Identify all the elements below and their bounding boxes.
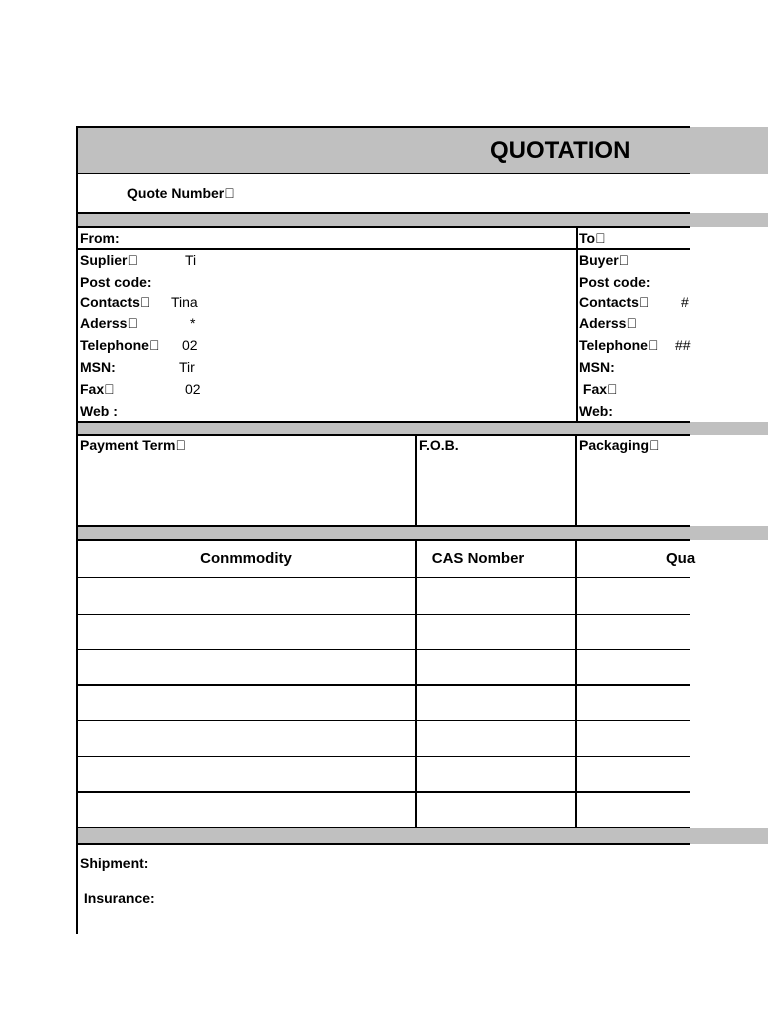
border-line xyxy=(77,126,690,128)
border-line xyxy=(77,827,690,828)
from-telephone-label: Telephone  xyxy=(80,337,160,353)
border-line xyxy=(77,173,690,174)
from-address-label: Aderss  xyxy=(80,315,138,331)
buyer-label: Buyer  xyxy=(579,252,630,268)
border-line xyxy=(77,539,690,541)
border-line xyxy=(576,226,578,423)
to-telephone-value: ## xyxy=(675,337,691,353)
from-contacts-label: Contacts  xyxy=(80,294,151,310)
cas-number-header: CAS Nomber xyxy=(431,550,525,567)
insurance-label: Insurance: xyxy=(80,890,155,906)
supplier-value: Ti xyxy=(185,252,197,268)
border-line xyxy=(575,434,577,527)
table-row[interactable] xyxy=(78,686,690,720)
from-web-label: Web : xyxy=(80,403,118,419)
from-msn-value: Tir xyxy=(179,359,195,375)
page-title: QUOTATION xyxy=(490,137,631,164)
to-fax-label: Fax  xyxy=(579,381,618,397)
quote-number-label: Quote Number  xyxy=(127,185,235,201)
table-row[interactable] xyxy=(78,650,690,684)
from-fax-label: Fax  xyxy=(80,381,115,397)
fob-label: F.O.B. xyxy=(419,437,459,453)
from-address-value: * xyxy=(190,315,196,331)
from-telephone-value: 02 xyxy=(182,337,198,353)
quantity-header: Qua xyxy=(666,550,696,567)
table-row[interactable] xyxy=(78,721,690,756)
border-line xyxy=(77,434,690,436)
border-line xyxy=(415,434,417,527)
to-contacts-value: # xyxy=(681,294,689,310)
payment-term-label: Payment Term  xyxy=(80,437,186,453)
packaging-label: Packaging  xyxy=(579,437,660,453)
table-row[interactable] xyxy=(78,793,690,827)
to-address-label: Aderss  xyxy=(579,315,637,331)
separator-band-3 xyxy=(77,526,768,540)
title-band xyxy=(77,127,768,174)
to-heading: To  xyxy=(579,230,606,246)
table-row[interactable] xyxy=(78,578,690,614)
to-msn-label: MSN: xyxy=(579,359,615,375)
border-line xyxy=(77,248,690,250)
to-telephone-label: Telephone  xyxy=(579,337,659,353)
to-postcode-label: Post code: xyxy=(579,274,651,290)
border-line xyxy=(77,421,690,423)
to-web-label: Web: xyxy=(579,403,613,419)
table-row[interactable] xyxy=(78,615,690,649)
commodity-header: Conmmodity xyxy=(200,550,292,567)
shipment-label: Shipment: xyxy=(80,855,149,871)
from-heading: From: xyxy=(80,230,120,246)
supplier-label: Suplier  xyxy=(80,252,138,268)
from-postcode-label: Post code: xyxy=(80,274,152,290)
separator-band-4 xyxy=(77,828,768,844)
border-line xyxy=(77,226,690,228)
border-line xyxy=(77,212,690,214)
border-line xyxy=(77,525,690,527)
from-contacts-value: Tina xyxy=(171,294,198,310)
table-row[interactable] xyxy=(78,757,690,791)
separator-band-1 xyxy=(77,213,768,227)
border-line xyxy=(77,843,690,845)
to-contacts-label: Contacts  xyxy=(579,294,650,310)
from-fax-value: 02 xyxy=(185,381,201,397)
from-msn-label: MSN: xyxy=(80,359,116,375)
